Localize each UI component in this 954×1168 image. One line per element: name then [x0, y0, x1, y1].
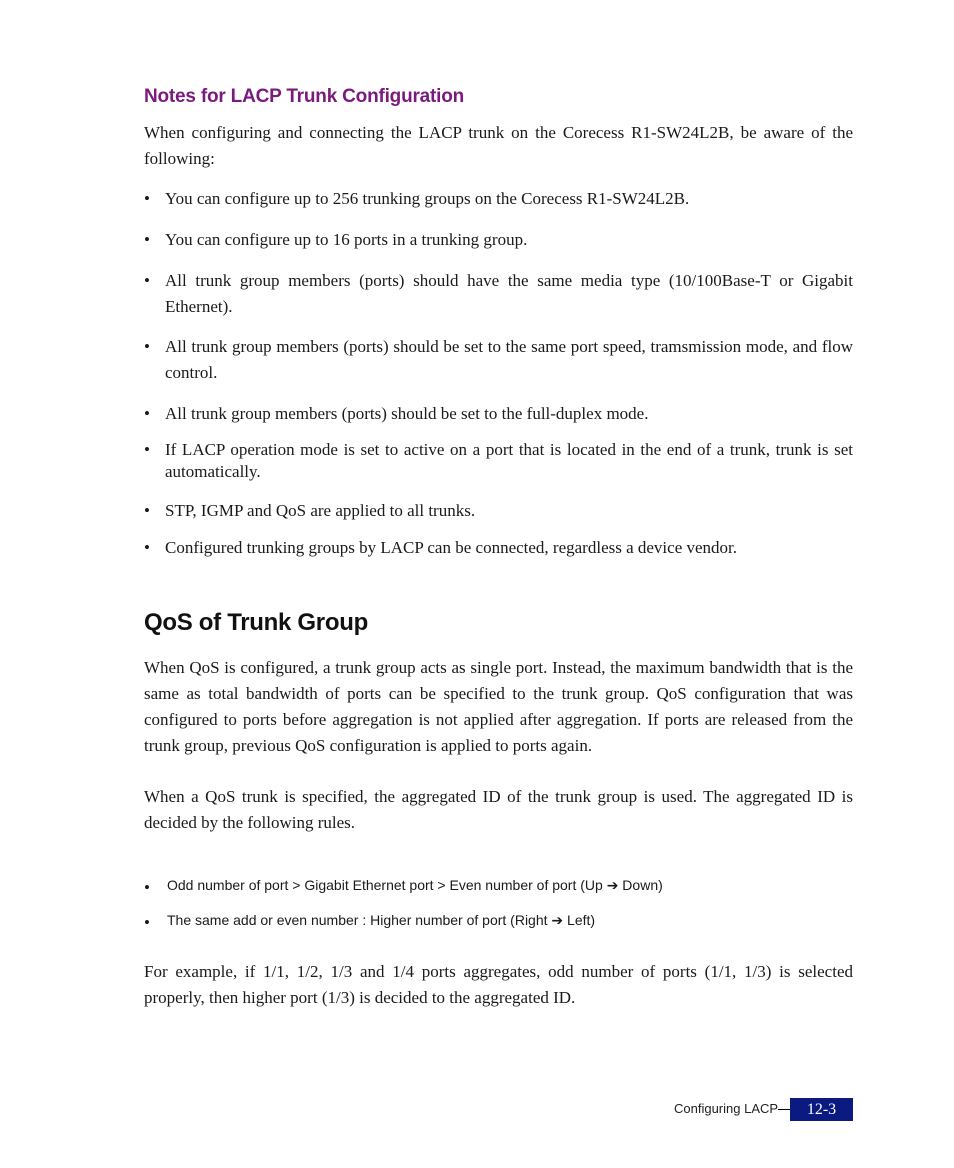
list-item-text: If LACP operation mode is set to active on a port that is located in the end of a trunk, trunk is set automatically. — [165, 440, 853, 481]
right-arrow-icon: ➔ — [606, 877, 619, 893]
list-item-text: STP, IGMP and QoS are applied to all trunks. — [165, 501, 476, 520]
qos-paragraph-1: When QoS is configured, a trunk group acts as single port. Instead, the maximum bandwidth that is the same as total bandwidth of ports can be specified to the trunk group. QoS configuration that was configured to ports before aggregation is not applied after aggregation. If ports are released from the trunk group, previous QoS configuration is applied to ports again. — [144, 658, 853, 755]
rule-text — [167, 910, 855, 930]
bullet-icon: • — [144, 538, 150, 557]
rule-text-after: Down) — [618, 877, 663, 893]
bullet-icon: • — [144, 878, 150, 897]
qos-paragraph-2: When a QoS trunk is specified, the aggregated ID of the trunk group is used. The aggregated ID is decided by the following rules. — [144, 787, 853, 832]
rule-text-after: Left) — [563, 912, 596, 928]
bullet-icon: • — [144, 440, 150, 459]
bullet-icon: • — [144, 189, 150, 208]
bullet-icon: • — [144, 337, 150, 356]
rule-text-before: Odd number of port > Gigabit Ethernet port > Even number of port (Up — [167, 877, 607, 893]
bullet-icon: • — [144, 404, 150, 423]
list-item-text: You can configure up to 16 ports in a trunking group. — [165, 230, 528, 249]
list-item-text: You can configure up to 256 trunking groups on the Corecess R1-SW24L2B. — [165, 189, 690, 208]
bullet-icon: • — [144, 271, 150, 290]
footer-chapter-title: Configuring LACP — [674, 1101, 779, 1116]
rule-text — [167, 875, 855, 895]
section-heading-qos-trunk: QoS of Trunk Group — [144, 609, 368, 636]
bullet-icon: • — [144, 230, 150, 249]
list-item-text: All trunk group members (ports) should be set to the same port speed, tramsmission mode, and flow control. — [165, 337, 853, 382]
list-item-text: All trunk group members (ports) should have the same media type (10/100Base-T or Gigabit Ethernet). — [165, 271, 853, 316]
qos-paragraph-3: For example, if 1/1, 1/2, 1/3 and 1/4 ports aggregates, odd number of ports (1/1, 1/3) is selected properly, then higher port (1/3) is decided to the aggregated ID. — [144, 962, 853, 1007]
rule-text-before: The same add or even number : Higher number of port (Right — [167, 912, 552, 928]
section-heading-lacp-notes: Notes for LACP Trunk Configuration — [144, 86, 465, 107]
list-item-text: All trunk group members (ports) should be set to the full-duplex mode. — [165, 404, 649, 423]
right-arrow-icon: ➔ — [551, 912, 564, 928]
bullet-icon: • — [144, 501, 150, 520]
bullet-icon: • — [144, 913, 150, 932]
intro-paragraph: When configuring and connecting the LACP trunk on the Corecess R1-SW24L2B, be aware of the following: — [144, 123, 853, 168]
page-number-badge: 12-3 — [790, 1098, 853, 1121]
footer-divider — [778, 1109, 790, 1110]
list-item-text: Configured trunking groups by LACP can be connected, regardless a device vendor. — [165, 538, 738, 557]
